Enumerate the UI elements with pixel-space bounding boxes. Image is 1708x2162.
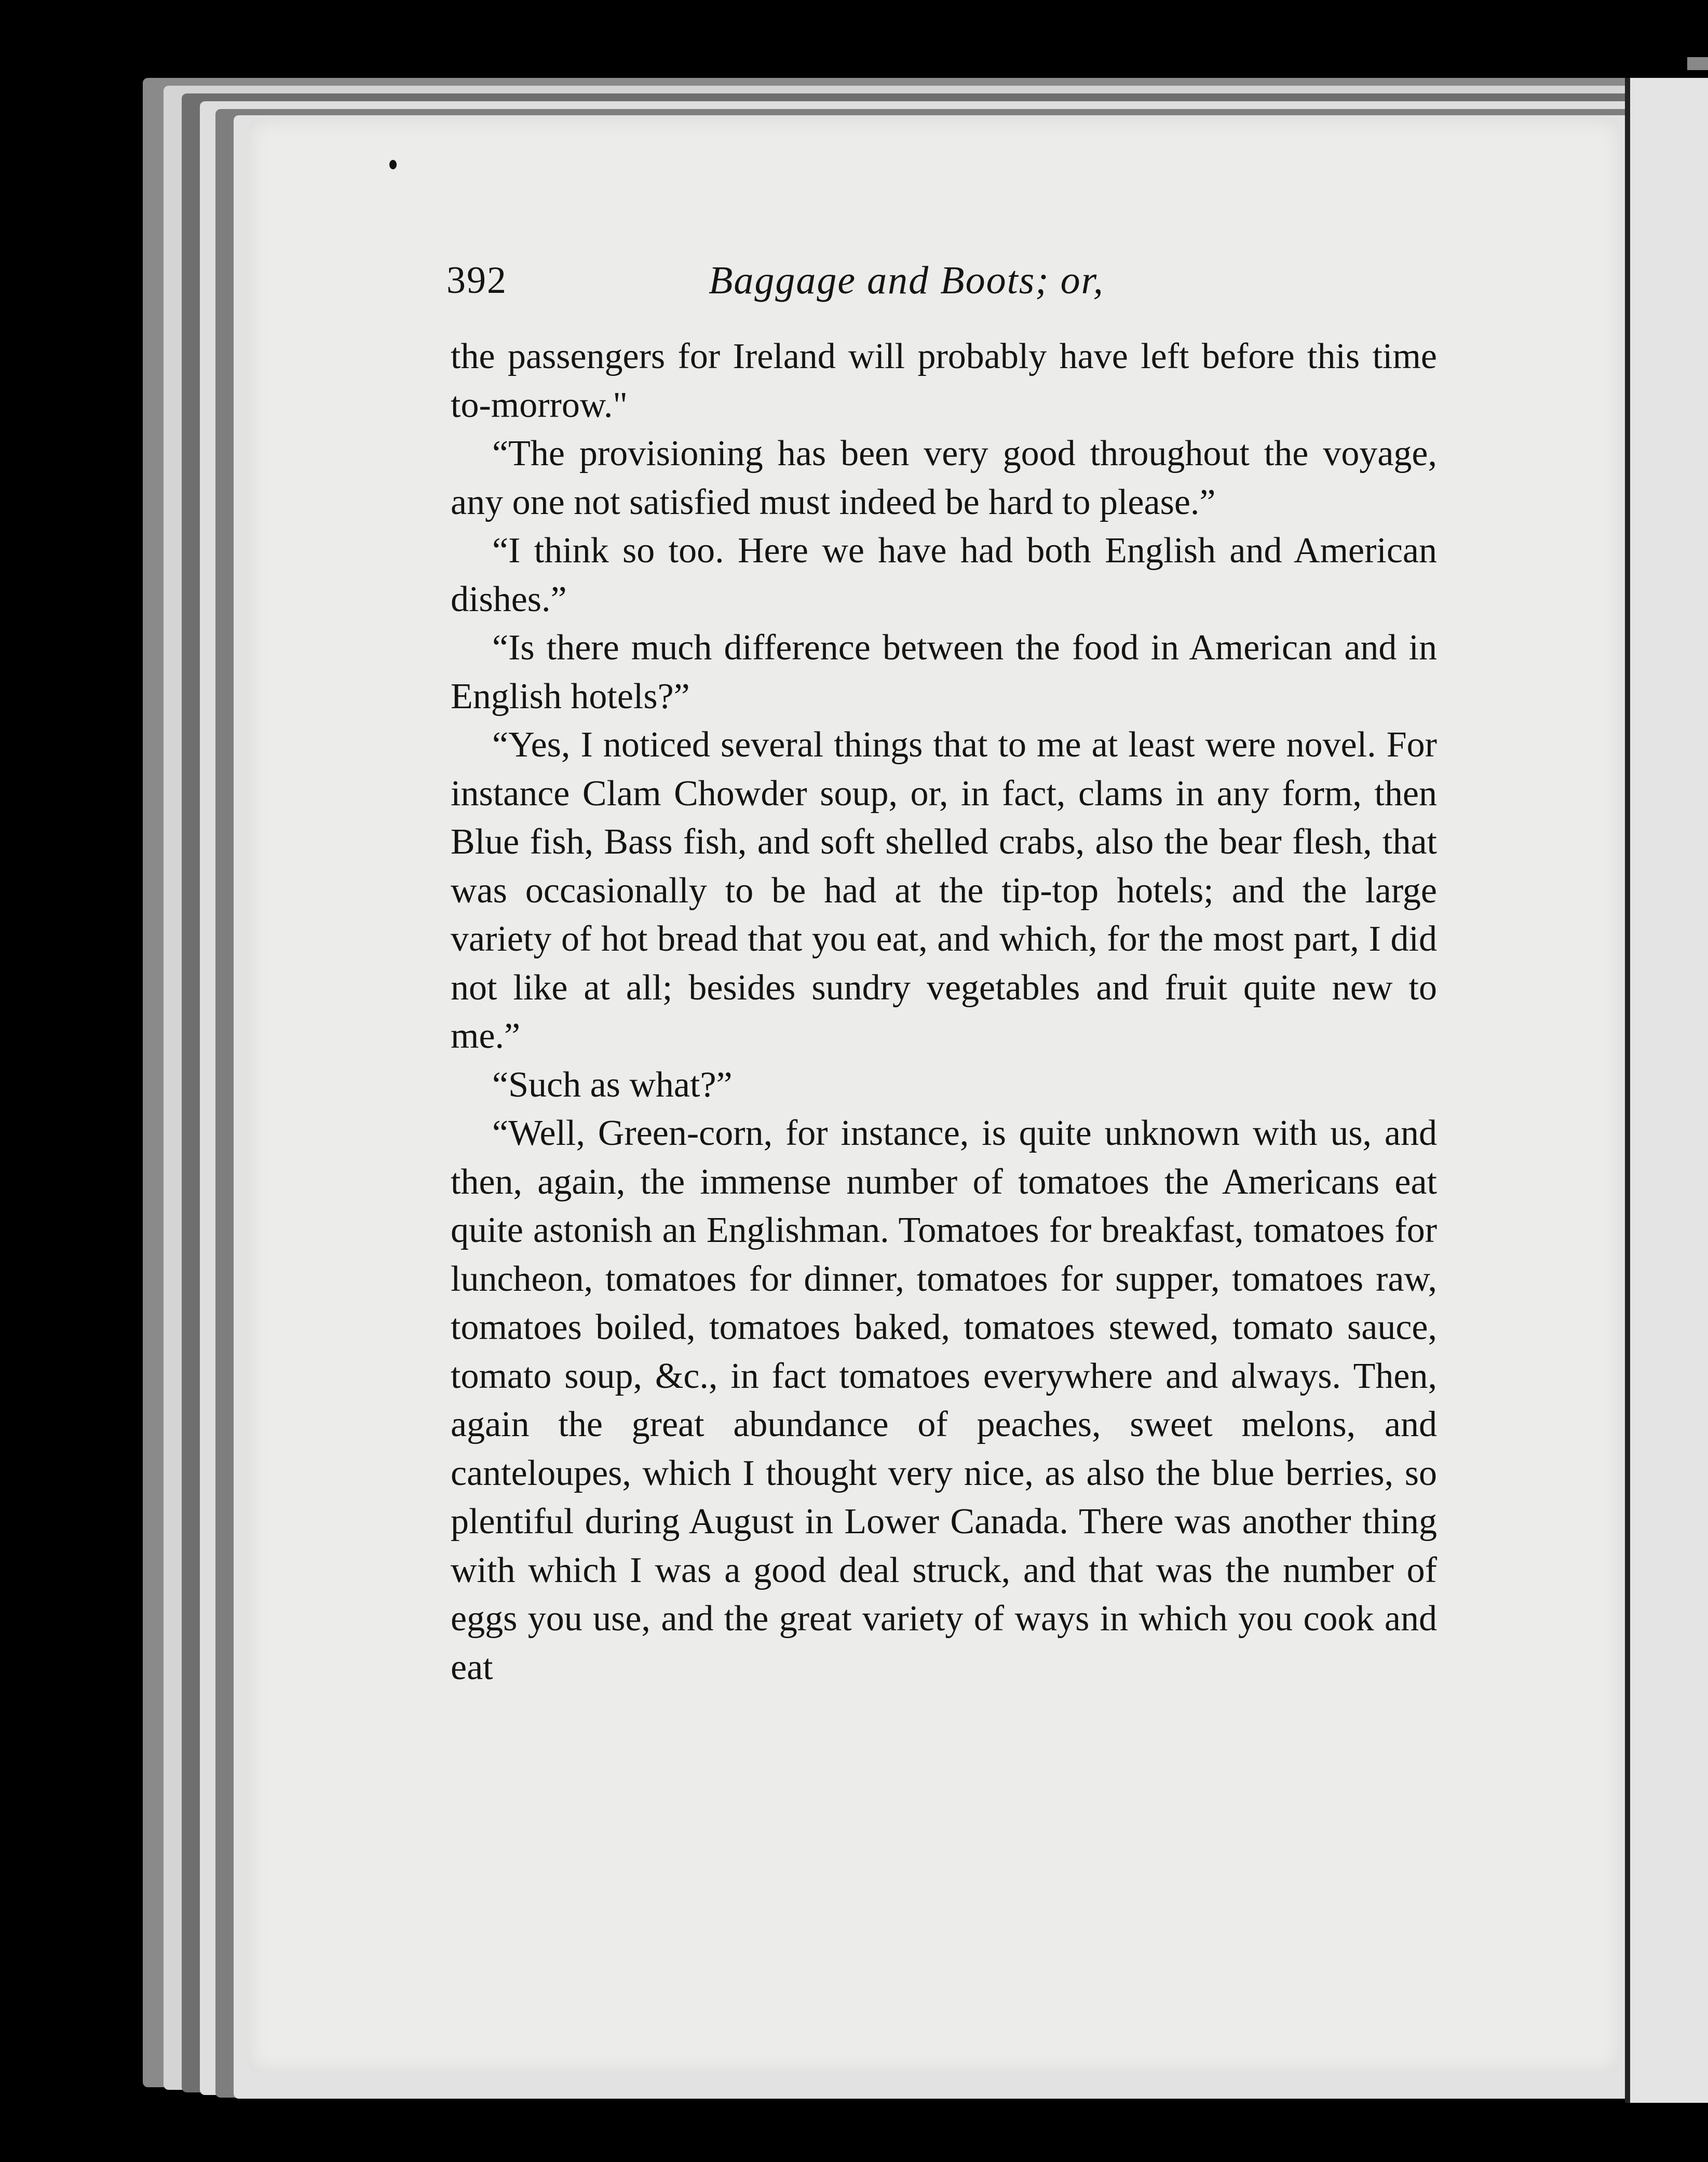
page-number: 392: [446, 259, 507, 302]
ink-speck: [389, 160, 397, 169]
paragraph: “Is there much difference between the food in American and in English hotels?”: [451, 628, 1437, 717]
paragraph: “The provisioning has been very good throughout the voyage, any one not satisfied must indeed be hard to please.”: [451, 434, 1437, 522]
paragraph: “Yes, I noticed several things that to me at least were novel. For instance Clam Chowder soup, or, in fact, clams in any form, then Blue fish, Bass fish, and soft shelled crabs, also the bear flesh, that was occasionally to be had at the tip-top hotels; and the large variety of hot bread that you eat, and which, for the most part, I did not like at all; besides sundry vegetables and fruit quite new to me.”: [451, 725, 1437, 1056]
running-title: Baggage and Boots; or,: [709, 259, 1104, 302]
paragraph: “Such as what?”: [492, 1064, 733, 1105]
scan-corner-mark: [1687, 57, 1708, 70]
paragraph: “I think so too. Here we have had both English and American dishes.”: [451, 531, 1437, 619]
paragraph: the passengers for Ireland will probably have left before this time to-morrow.": [451, 336, 1437, 425]
page-header: [446, 254, 1433, 312]
body-text: [451, 332, 1437, 1692]
paragraph: “Well, Green-corn, for instance, is quite unknown with us, and then, again, the immense number of tomatoes the Americans eat quite astonish an Englishman. Tomatoes for breakfast, tomatoes for luncheon, tomatoes for dinner, tomatoes for supper, tomatoes raw, tomatoes boiled, tomatoes baked, tomatoes stewed, tomato sauce, tomato soup, &c., in fact tomatoes everywhere and always. Then, again the great abundance of peaches, sweet melons, and canteloupes, which I thought very nice, as also the blue berries, so plentiful during August in Lower Canada. There was another thing with which I was a good deal struck, and that was the number of eggs you use, and the great variety of ways in which you cook and eat: [451, 1113, 1437, 1687]
facing-page-edge: [1625, 78, 1708, 2103]
